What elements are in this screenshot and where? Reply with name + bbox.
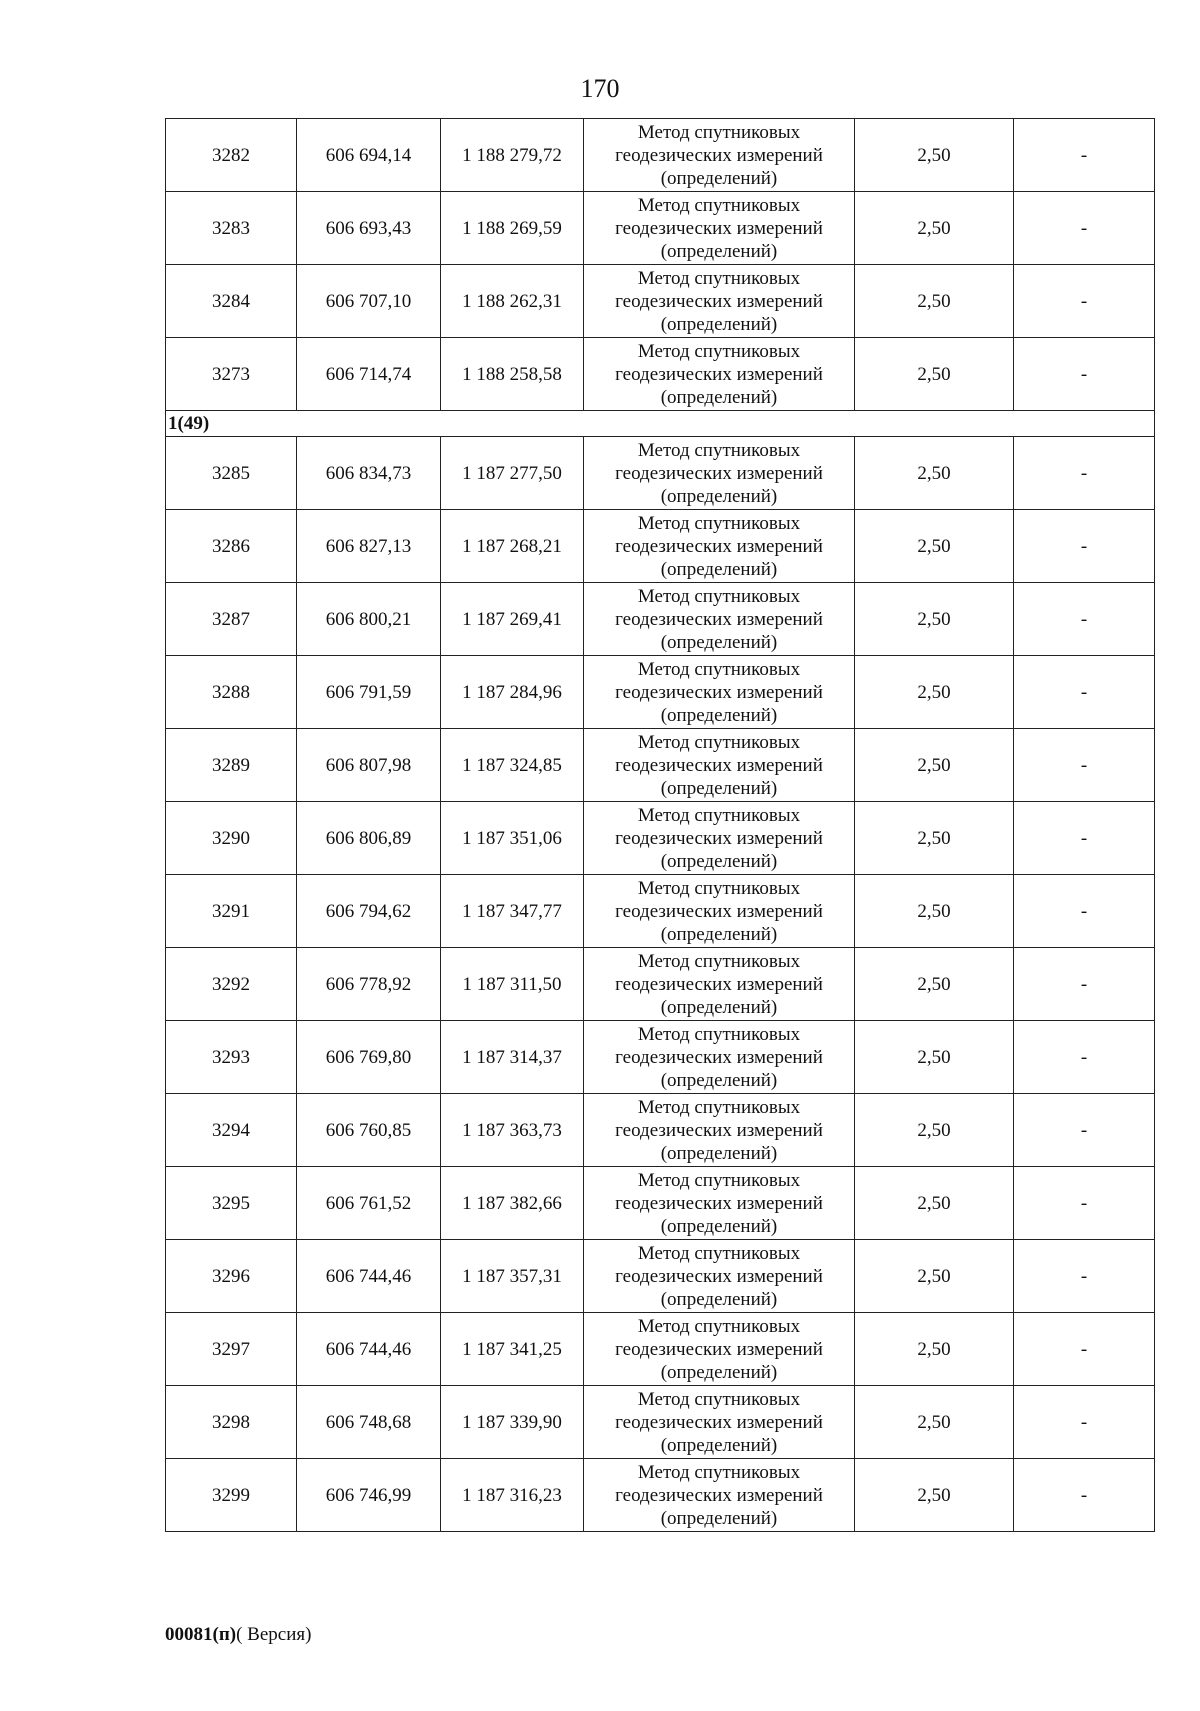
method-cell (584, 1240, 855, 1313)
method-cell (584, 1021, 855, 1094)
note-cell: - (1014, 656, 1155, 729)
note-cell: - (1014, 1313, 1155, 1386)
x-coordinate-cell: 606 746,99 (297, 1459, 441, 1532)
table-row (166, 802, 1155, 875)
table-row (166, 1167, 1155, 1240)
note-cell: - (1014, 510, 1155, 583)
x-coordinate-cell: 606 707,10 (297, 265, 441, 338)
y-coordinate-cell: 1 188 262,31 (441, 265, 584, 338)
table-row (166, 437, 1155, 510)
method-cell (584, 1167, 855, 1240)
y-coordinate-cell: 1 187 314,37 (441, 1021, 584, 1094)
method-cell (584, 729, 855, 802)
accuracy-cell: 2,50 (855, 510, 1014, 583)
table-row (166, 729, 1155, 802)
method-text: Метод спутниковых геодезических измерений (определений) (615, 877, 823, 945)
method-text: Метод спутниковых геодезических измерений (определений) (615, 121, 823, 189)
x-coordinate-cell: 606 778,92 (297, 948, 441, 1021)
coordinates-table-body (166, 119, 1155, 1532)
y-coordinate-cell: 1 187 357,31 (441, 1240, 584, 1313)
method-text: Метод спутниковых геодезических измерений (определений) (615, 439, 823, 507)
method-text: Метод спутниковых геодезических измерений (определений) (615, 1461, 823, 1529)
method-cell (584, 437, 855, 510)
note-cell: - (1014, 1459, 1155, 1532)
section-header-row (166, 411, 1155, 437)
x-coordinate-cell: 606 834,73 (297, 437, 441, 510)
y-coordinate-cell: 1 187 284,96 (441, 656, 584, 729)
table-row (166, 656, 1155, 729)
accuracy-cell: 2,50 (855, 338, 1014, 411)
note-cell: - (1014, 1240, 1155, 1313)
method-cell (584, 656, 855, 729)
x-coordinate-cell: 606 769,80 (297, 1021, 441, 1094)
table-row (166, 1094, 1155, 1167)
method-text: Метод спутниковых геодезических измерений (определений) (615, 340, 823, 408)
accuracy-cell: 2,50 (855, 583, 1014, 656)
x-coordinate-cell: 606 827,13 (297, 510, 441, 583)
point-number-cell: 3290 (166, 802, 297, 875)
point-number-cell: 3293 (166, 1021, 297, 1094)
x-coordinate-cell: 606 714,74 (297, 338, 441, 411)
note-cell: - (1014, 802, 1155, 875)
accuracy-cell: 2,50 (855, 656, 1014, 729)
accuracy-cell: 2,50 (855, 1459, 1014, 1532)
note-cell: - (1014, 192, 1155, 265)
y-coordinate-cell: 1 187 363,73 (441, 1094, 584, 1167)
note-cell: - (1014, 1094, 1155, 1167)
y-coordinate-cell: 1 188 258,58 (441, 338, 584, 411)
y-coordinate-cell: 1 187 311,50 (441, 948, 584, 1021)
method-text: Метод спутниковых геодезических измерений (определений) (615, 804, 823, 872)
table-row (166, 1021, 1155, 1094)
x-coordinate-cell: 606 807,98 (297, 729, 441, 802)
method-text: Метод спутниковых геодезических измерений (определений) (615, 1023, 823, 1091)
y-coordinate-cell: 1 187 324,85 (441, 729, 584, 802)
footer-version: ( Версия) (236, 1624, 312, 1645)
table-row (166, 948, 1155, 1021)
table-row (166, 1313, 1155, 1386)
point-number-cell: 3287 (166, 583, 297, 656)
method-cell (584, 802, 855, 875)
note-cell: - (1014, 729, 1155, 802)
note-cell: - (1014, 1386, 1155, 1459)
point-number-cell: 3283 (166, 192, 297, 265)
y-coordinate-cell: 1 187 268,21 (441, 510, 584, 583)
y-coordinate-cell: 1 187 351,06 (441, 802, 584, 875)
footer (165, 1624, 311, 1646)
accuracy-cell: 2,50 (855, 1313, 1014, 1386)
method-cell (584, 948, 855, 1021)
method-text: Метод спутниковых геодезических измерений (определений) (615, 585, 823, 653)
x-coordinate-cell: 606 760,85 (297, 1094, 441, 1167)
point-number-cell: 3292 (166, 948, 297, 1021)
table-row (166, 1386, 1155, 1459)
method-cell (584, 1094, 855, 1167)
note-cell: - (1014, 1167, 1155, 1240)
table-row (166, 1240, 1155, 1313)
y-coordinate-cell: 1 187 269,41 (441, 583, 584, 656)
accuracy-cell: 2,50 (855, 948, 1014, 1021)
method-text: Метод спутниковых геодезических измерений (определений) (615, 1315, 823, 1383)
coordinates-table (165, 118, 1155, 1532)
method-cell (584, 265, 855, 338)
point-number-cell: 3296 (166, 1240, 297, 1313)
point-number-cell: 3291 (166, 875, 297, 948)
x-coordinate-cell: 606 806,89 (297, 802, 441, 875)
accuracy-cell: 2,50 (855, 265, 1014, 338)
method-cell (584, 119, 855, 192)
y-coordinate-cell: 1 187 347,77 (441, 875, 584, 948)
point-number-cell: 3297 (166, 1313, 297, 1386)
method-cell (584, 192, 855, 265)
table-row (166, 1459, 1155, 1532)
method-cell (584, 1386, 855, 1459)
method-text: Метод спутниковых геодезических измерений (определений) (615, 1169, 823, 1237)
x-coordinate-cell: 606 744,46 (297, 1240, 441, 1313)
note-cell: - (1014, 1021, 1155, 1094)
y-coordinate-cell: 1 187 277,50 (441, 437, 584, 510)
accuracy-cell: 2,50 (855, 437, 1014, 510)
note-cell: - (1014, 338, 1155, 411)
table-row (166, 338, 1155, 411)
accuracy-cell: 2,50 (855, 729, 1014, 802)
point-number-cell: 3298 (166, 1386, 297, 1459)
footer-document-code: 00081(п) (165, 1624, 237, 1645)
accuracy-cell: 2,50 (855, 192, 1014, 265)
method-text: Метод спутниковых геодезических измерений (определений) (615, 1242, 823, 1310)
table-row (166, 192, 1155, 265)
accuracy-cell: 2,50 (855, 119, 1014, 192)
accuracy-cell: 2,50 (855, 802, 1014, 875)
table-row (166, 583, 1155, 656)
point-number-cell: 3294 (166, 1094, 297, 1167)
note-cell: - (1014, 948, 1155, 1021)
accuracy-cell: 2,50 (855, 1386, 1014, 1459)
point-number-cell: 3282 (166, 119, 297, 192)
x-coordinate-cell: 606 794,62 (297, 875, 441, 948)
point-number-cell: 3289 (166, 729, 297, 802)
y-coordinate-cell: 1 187 341,25 (441, 1313, 584, 1386)
accuracy-cell: 2,50 (855, 1167, 1014, 1240)
point-number-cell: 3299 (166, 1459, 297, 1532)
method-cell (584, 510, 855, 583)
method-cell (584, 1313, 855, 1386)
note-cell: - (1014, 583, 1155, 656)
note-cell: - (1014, 875, 1155, 948)
point-number-cell: 3288 (166, 656, 297, 729)
x-coordinate-cell: 606 791,59 (297, 656, 441, 729)
point-number-cell: 3273 (166, 338, 297, 411)
method-cell (584, 1459, 855, 1532)
y-coordinate-cell: 1 188 279,72 (441, 119, 584, 192)
x-coordinate-cell: 606 744,46 (297, 1313, 441, 1386)
table-row (166, 875, 1155, 948)
method-text: Метод спутниковых геодезических измерений (определений) (615, 194, 823, 262)
method-cell (584, 875, 855, 948)
y-coordinate-cell: 1 187 316,23 (441, 1459, 584, 1532)
note-cell: - (1014, 119, 1155, 192)
x-coordinate-cell: 606 748,68 (297, 1386, 441, 1459)
method-text: Метод спутниковых геодезических измерений (определений) (615, 658, 823, 726)
method-text: Метод спутниковых геодезических измерений (определений) (615, 731, 823, 799)
accuracy-cell: 2,50 (855, 1240, 1014, 1313)
y-coordinate-cell: 1 188 269,59 (441, 192, 584, 265)
point-number-cell: 3295 (166, 1167, 297, 1240)
y-coordinate-cell: 1 187 382,66 (441, 1167, 584, 1240)
table-row (166, 119, 1155, 192)
accuracy-cell: 2,50 (855, 1021, 1014, 1094)
note-cell: - (1014, 437, 1155, 510)
point-number-cell: 3285 (166, 437, 297, 510)
method-text: Метод спутниковых геодезических измерений (определений) (615, 1388, 823, 1456)
x-coordinate-cell: 606 693,43 (297, 192, 441, 265)
method-text: Метод спутниковых геодезических измерений (определений) (615, 267, 823, 335)
x-coordinate-cell: 606 694,14 (297, 119, 441, 192)
method-cell (584, 583, 855, 656)
page-number: 170 (580, 74, 620, 103)
method-text: Метод спутниковых геодезических измерений (определений) (615, 950, 823, 1018)
y-coordinate-cell: 1 187 339,90 (441, 1386, 584, 1459)
accuracy-cell: 2,50 (855, 1094, 1014, 1167)
method-text: Метод спутниковых геодезических измерений (определений) (615, 512, 823, 580)
point-number-cell: 3284 (166, 265, 297, 338)
table-row (166, 510, 1155, 583)
method-cell (584, 338, 855, 411)
x-coordinate-cell: 606 761,52 (297, 1167, 441, 1240)
point-number-cell: 3286 (166, 510, 297, 583)
method-text: Метод спутниковых геодезических измерений (определений) (615, 1096, 823, 1164)
x-coordinate-cell: 606 800,21 (297, 583, 441, 656)
table-row (166, 265, 1155, 338)
section-label: 1(49) (166, 411, 1155, 437)
accuracy-cell: 2,50 (855, 875, 1014, 948)
note-cell: - (1014, 265, 1155, 338)
